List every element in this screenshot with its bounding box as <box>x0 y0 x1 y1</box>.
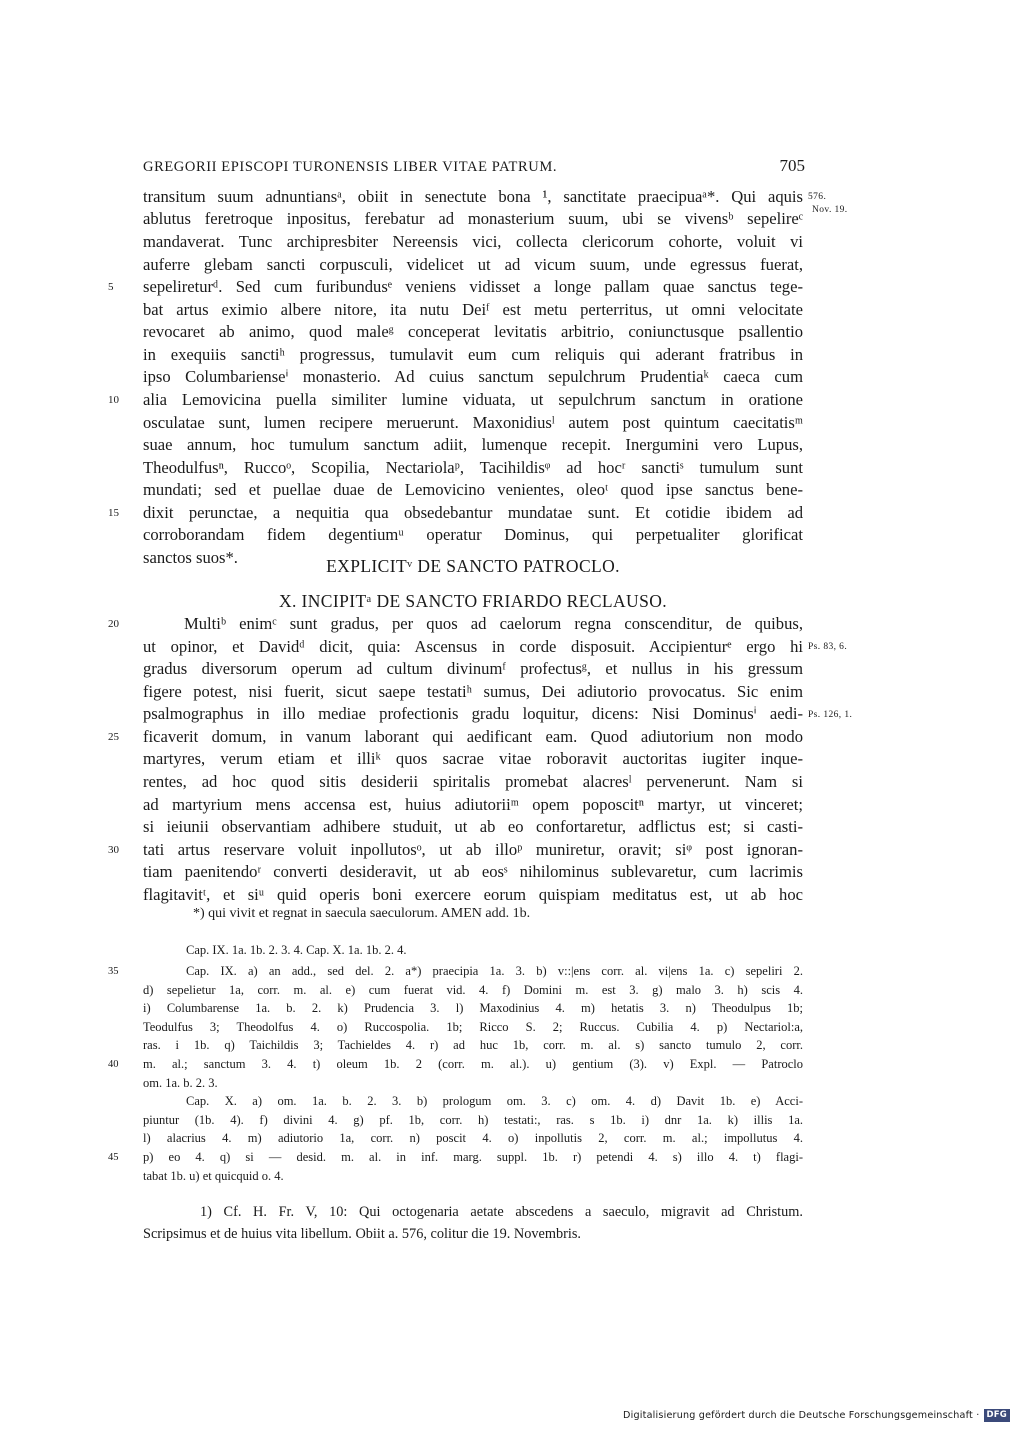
apparatus-line: piuntur (1b. 4). f) divini 4. g) pf. 1b, corr. h) testati:, ras. s 1b. i) dnr 1a. k) illis 1a. <box>143 1113 803 1127</box>
page-header <box>143 156 805 176</box>
body-line: Theodulfusⁿ, Ruccoᵒ, Scopilia, Nectariolaᵖ, Tacihildisᵠ ad hocʳ sanctiˢ tumulum sunt <box>143 458 803 477</box>
apparatus-line: Teodulfus 3; Theodolfus 4. o) Ruccospolia. 1b; Ricco S. 2; Ruccus. Cubilia 4. p) Nectariol:a, <box>143 1020 803 1034</box>
digitization-footer <box>623 1409 1010 1422</box>
line-number: 35 <box>108 966 119 977</box>
body-line: martyres, verum etiam et illiᵏ quos sacrae vitae roboravit auctoritas iugiter inque- <box>143 749 803 768</box>
star-note: *) qui vivit et regnat in saecula saeculorum. AMEN add. 1b. <box>193 906 531 921</box>
body-line: ipso Columbarienseⁱ monasterio. Ad cuius sanctum sepulchrum Prudentiaᵏ caeca cum <box>143 367 803 386</box>
body-line: Multiᵇ enimᶜ sunt gradus, per quos ad caelorum regna conscenditur, de quibus, <box>184 614 803 633</box>
apparatus-line: Cap. IX. a) an add., sed del. 2. a*) praecipia 1a. 3. b) v::|ens corr. al. vi|ens 1a. c) sepeliri 2. <box>186 964 803 978</box>
body-line: auferre glebam sancti corpusculi, videlicet ut ad vicum suum, unde egressus fuerat, <box>143 255 803 274</box>
body-line: tati artus reservare voluit inpollutosᵒ, ut ab illoᵖ muniretur, oravit; siᵠ post ignoran- <box>143 840 803 859</box>
body-line: ad martyrium mens accensa est, huius adiutoriiᵐ opem poposcitⁿ martyr, ut vinceret; <box>143 795 803 814</box>
footnote-line: Scripsimus et de huius vita libellum. Obiit a. 576, colitur die 19. Novembris. <box>143 1226 581 1242</box>
body-line: gradus diversorum operum ad cultum divinumᶠ profectusᵍ, et nullus in his gressum <box>143 659 803 678</box>
body-line: suae annum, hoc tumulum sanctum adiit, lumenque recepit. Inergumini vero Lupus, <box>143 435 803 454</box>
running-title: GREGORII EPISCOPI TURONENSIS LIBER VITAE PATRUM. <box>143 159 558 175</box>
apparatus-line: d) sepelietur 1a, corr. m. al. e) cum fuerat vid. 4. f) Domini m. est 3. g) malo 3. h) scis 4. <box>143 983 803 997</box>
body-line: ut opinor, et Davidᵈ dicit, quia: Ascensus in corde disposuit. Accipienturᵉ ergo hi <box>143 637 803 656</box>
line-number: 25 <box>108 731 119 743</box>
footer-credit: Digitalisierung gefördert durch die Deutsche Forschungsgemeinschaft · <box>623 1410 980 1421</box>
line-number: 20 <box>108 618 119 630</box>
body-line: alia Lemovicina puella similiter lumine viduata, ut sepulchrum sanctum in oratione <box>143 390 803 409</box>
apparatus-line: m. al.; sanctum 3. 4. t) oleum 1b. 2 (corr. m. al.). u) gentium (3). v) Expl. — Patroclo <box>143 1057 803 1071</box>
apparatus-line: Cap. IX. 1a. 1b. 2. 3. 4. Cap. X. 1a. 1b. 2. 4. <box>186 943 407 957</box>
body-line: bat artus eximio albere nitore, ita nutu Deiᶠ est metu perterritus, ut omni velocitate <box>143 300 803 319</box>
body-line: psalmographus in illo mediae profectionis gradu loquitur, dicens: Nisi Dominusⁱ aedi- <box>143 704 803 723</box>
line-number: 15 <box>108 507 119 519</box>
page-number: 705 <box>779 156 805 175</box>
footnote-line: 1) Cf. H. Fr. V, 10: Qui octogenaria aetate abscedens a saeculo, migravit ad Christum. <box>200 1204 803 1220</box>
line-number: 45 <box>108 1152 119 1163</box>
body-line: osculatae sunt, lumen recipere meruerunt. Maxonidiusˡ autem post quintum caecitatisᵐ <box>143 413 803 432</box>
apparatus-line: i) Columbarense 1a. b. 2. k) Prudencia 3. l) Maxodinius 4. m) hetatis 3. n) Theodulpus 1b; <box>143 1001 803 1015</box>
line-number: 5 <box>108 281 114 293</box>
body-line: rentes, ad hoc quod sitis desiderii spiritalis promebat alacresˡ pervenerunt. Nam si <box>143 772 803 791</box>
body-line: sanctos suos*. <box>143 548 238 567</box>
explicit-heading: EXPLICITᵛ DE SANCTO PATROCLO. <box>326 556 620 576</box>
margin-note-year: 576. <box>808 192 827 202</box>
body-line: si ieiunii observantiam adhibere studuit, ut ab eo confortaretur, adflictus est; si casti- <box>143 817 803 836</box>
body-line: mandaverat. Tunc archipresbiter Nereensis vici, collecta clericorum cohorte, voluit vi <box>143 232 803 251</box>
body-line: in exequiis sanctiʰ progressus, tumulavit eum cum reliquis qui aderant fratribus in <box>143 345 803 364</box>
body-line: sepelireturᵈ. Sed cum furibundusᵉ veniens vidisset a longe pallam quae sanctus tege- <box>143 277 803 296</box>
apparatus-line: p) eo 4. q) si — desid. m. al. in inf. marg. suppl. 1b. r) petendi 4. s) illo 4. t) flagi- <box>143 1150 803 1164</box>
margin-note-psalm: Ps. 126, 1. <box>808 710 853 720</box>
margin-note-psalm: Ps. 83, 6. <box>808 642 848 652</box>
line-number: 40 <box>108 1059 119 1070</box>
apparatus-line: om. 1a. b. 2. 3. <box>143 1076 218 1090</box>
body-line: ablutus feretroque inpositus, ferebatur ad monasterium suum, ubi se vivensᵇ sepelireᶜ <box>143 209 803 228</box>
line-number: 10 <box>108 394 119 406</box>
apparatus-line: tabat 1b. u) et quicquid o. 4. <box>143 1169 284 1183</box>
body-line: figere potest, nisi fuerit, sicut saepe testatiʰ sumus, Dei adiutorio provocatus. Sic enim <box>143 682 803 701</box>
apparatus-line: ras. i 1b. q) Taichildis 3; Tachieldes 4. r) ad huc 1b, corr. m. al. s) sancto tumulo 2, corr. <box>143 1038 803 1052</box>
body-line: mundati; sed et puellae duae de Lemovicino venientes, oleoᵗ quod ipse sanctus bene- <box>143 480 803 499</box>
body-line: ficaverit domum, in vanum laborant qui aedificant eam. Quod adiutorium non modo <box>143 727 803 746</box>
body-line: tiam paenitendoʳ converti desideravit, ut ab eosˢ nihilominus sublevaretur, cum lacrimis <box>143 862 803 881</box>
body-line: flagitavitᵗ, et siᵘ quid operis boni exercere eorum quispiam meditatus est, ut ab hoc <box>143 885 803 904</box>
body-line: corroborandam fidem degentiumᵘ operatur Dominus, qui perpetualiter glorificat <box>143 525 803 544</box>
body-line: revocaret ab animo, quod maleᵍ conceperat levitatis arbitrio, coniunctusque psallentio <box>143 322 803 341</box>
margin-note-date: Nov. 19. <box>812 205 848 215</box>
line-number: 30 <box>108 844 119 856</box>
apparatus-line: l) alacrius 4. m) adiutorio 1a, corr. n) poscit 4. o) inpollutis 2, corr. m. al.; impollutus 4. <box>143 1131 803 1145</box>
body-line: dixit perunctae, a nequitia qua obsedebantur mundatae sunt. Et cotidie ibidem ad <box>143 503 803 522</box>
chapter-heading: X. INCIPITᵃ DE SANCTO FRIARDO RECLAUSO. <box>278 591 668 611</box>
body-line: transitum suum adnuntiansᵃ, obiit in senectute bona ¹, sanctitate praecipuaᵃ*. Qui aquis <box>143 187 803 206</box>
apparatus-line: Cap. X. a) om. 1a. b. 2. 3. b) prologum om. 3. c) om. 4. d) Davit 1b. e) Acci- <box>186 1094 803 1108</box>
dfg-logo: DFG <box>984 1409 1010 1422</box>
